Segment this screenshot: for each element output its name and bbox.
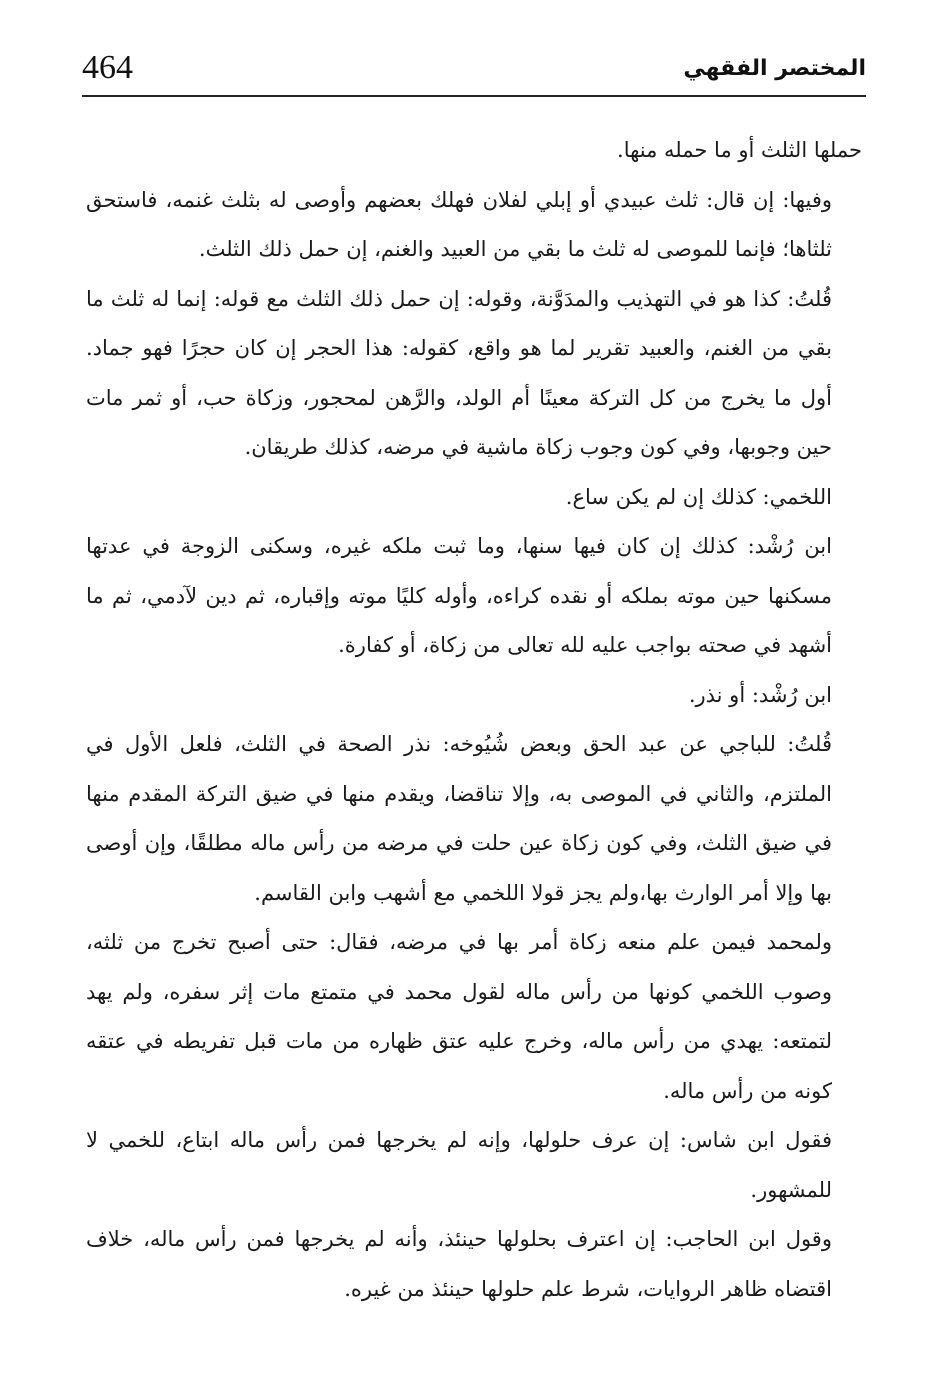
paragraph: ابن رُشْد: كذلك إن كان فيها سنها، وما ثبت ملكه غيره، وسكنى الزوجة في عدتها مسكنها حين موته بملكه أو نقده كراءه، وأوله كليًا موته وإقباره، ثم دين لآدمي، ثم ما أشهد في صحته بواجب عليه لله تعالى من زكاة، أو كفارة.: [86, 534, 832, 657]
paragraph: وقول ابن الحاجب: إن اعترف بحلولها حينئذ، وأنه لم يخرجها فمن رأس ماله، خلاف اقتضاه ظاهر الروايات، شرط علم حلولها حينئذ من غيره.: [86, 1227, 832, 1301]
page-number: 464: [82, 49, 133, 86]
paragraph: ابن رُشْد: أو نذر.: [688, 682, 832, 707]
paragraph: اللخمي: كذلك إن لم يكن ساع.: [565, 484, 832, 509]
paragraph: ولمحمد فيمن علم منعه زكاة أمر بها في مرضه، فقال: حتى أصبح تخرج من ثلثه، وصوب اللخمي كونها من رأس ماله لقول محمد في متمتع مات إثر سفره، ولم يهد لتمتعه: يهدي من رأس ماله، وخرج عليه عتق ظهاره من مات قبل تفريطه في عتقه كونه من رأس ماله.: [86, 930, 832, 1103]
paragraph: قُلتُ: للباجي عن عبد الحق وبعض شُيُوخه: نذر الصحة في الثلث، فلعل الأول في الملتزم، والثاني في الموصى به، وإلا تناقضا، ويقدم منها في ضيق التركة المقدم منها في ضيق الثلث، وفي كون زكاة عين حلت في مرضه من رأس ماله مطلقًا، وإن أوصى بها وإلا أمر الوارث بها،ولم يجز قولا اللخمي مع أشهب وابن القاسم.: [86, 732, 832, 905]
paragraph: وفيها: إن قال: ثلث عبيدي أو إبلي لفلان فهلك بعضهم وأوصى له بثلث غنمه، فاستحق ثلثاها؛ فإنما للموصى له ثلث ما بقي من العبيد والغنم، إن حمل ذلك الثلث.: [86, 187, 832, 261]
header-rule: [82, 95, 866, 97]
running-title: المختصر الفقهي: [683, 56, 866, 81]
page-header: [82, 48, 866, 92]
paragraph: قُلتُ: كذا هو في التهذيب والمدَوَّنة، وقوله: إن حمل ذلك الثلث مع قوله: إنما له ثلث ما بقي من الغنم، والعبيد تقرير لما هو واقع، كقوله: هذا الحجر إن كان حجرًا فهو جماد. أول ما يخرج من كل التركة معينًا أم الولد، والرَّهن لمحجور، وزكاة حب، أو ثمر مات حين وجوبها، وفي كون وجوب زكاة ماشية في مرضه، كذلك طريقان.: [86, 286, 832, 459]
body-text: [86, 126, 862, 1314]
paragraph: حملها الثلث أو ما حمله منها.: [617, 138, 862, 162]
paragraph: فقول ابن شاس: إن عرف حلولها، وإنه لم يخرجها فمن رأس ماله ابتاع، للخمي لا للمشهور.: [86, 1128, 832, 1202]
